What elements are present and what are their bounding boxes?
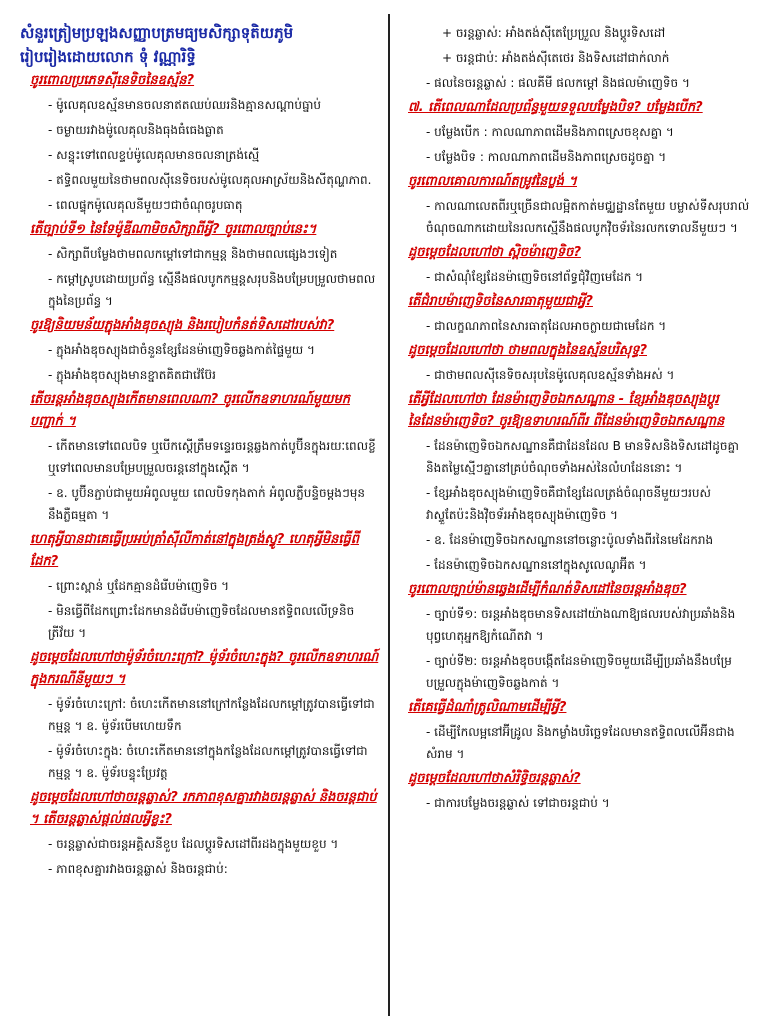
answer-line: - ឥទ្ធិពលមួយនៃថាមពលស៊ីនេទិចរបស់ម៉ូលេគុលអាស្រ័យនិងសីតុណ្ហភាព. — [48, 173, 372, 187]
answer-line: - ជាសំណុំខ្សែដែនម៉ាញេទិចនៅព័ទ្ធជុំវិញមេដែក ។ — [426, 270, 644, 284]
answer-line: - បម្លែងបើក : កាលណាភាពដើមនិងភាពស្រេចខុសគ្នា ។ — [426, 125, 674, 139]
question-heading: ដូចម្ដេចដែលហៅថា ស្ពិចម៉ាញេទិច? — [408, 245, 581, 260]
answer-line: - ភាពខុសគ្នារវាងចរន្តឆ្លាស់ និងចរន្តជាប់: — [48, 862, 228, 876]
answer-line: - បម្លែងបិទ : កាលណាភាពដើមនិងភាពស្រេចដូចគ្នា ។ — [426, 150, 667, 164]
question-heading: ចូរពោលច្បាប់ម៉ានឆ្វេងដើម្បីកំណត់ទិសដៅនៃចរន្តអាំងឌុច? — [408, 582, 687, 597]
answer-line: - សិក្សាពីបម្លែងថាមពលកម្ដៅទៅជាកម្មន្ដ និងថាមពលផ្សេងៗទៀត — [48, 247, 338, 261]
question-heading: តើអ្វីដែលហៅថា ដែនម៉ាញេទិចឯកសណ្ឋាន - ខ្សែអាំងឌុចស្យុងប្ដូរនៃដែនម៉ាញេទិច? ចូរឱ្យឧទាហរណ៍ពីរ ពីដែនម៉ាញេទិចឯកសណ្ឋាន — [408, 392, 725, 429]
answer-line: - ម៉ូទ័រចំហេះក្រៅ: ចំហេះកើតមាននៅក្រៅកន្លែងដែលកម្ដៅត្រូវបានធ្វើទៅជាកម្មន្ដ ។ ឧ. ម៉ូទ័របើមហេយទឹក — [48, 697, 375, 733]
answer-line: - កាលណាលេតពីរឬច្រើនជាលម្អិតកាត់មជ្ឈដ្ឋានតែមួយ បម្លាស់ទីសរុបរាល់ចំណុចណាកដោយនៃរលកស្មើនឹងផលបូកវ៉ិចទ័រនៃរលកទោលនីមួយៗ ។ — [426, 199, 750, 235]
answer-line: - ដែនម៉ាញេទិចឯកសណ្ឋាននៅក្នុងសូលេណូអ៊ីត ។ — [426, 558, 647, 572]
answer-line: - ឧ. ដែនម៉ាញេទិចឯកសណ្ឋាននៅចន្លោះប៉ូលទាំងពីរនៃមេដែករាង — [426, 533, 714, 547]
answer-line: - ចម្ងាយរវាងម៉ូលេគុលនិងធុងធំធេងធ្ងាត — [48, 123, 224, 137]
answer-line: - ម៉ូទ័រចំហេះក្នុង: ចំហេះកើតមាននៅក្នុងកន្លែងដែលកម្ដៅត្រូវបានធ្វើទៅជាកម្មន្ដ ។ ឧ. ម៉ូទ័របន្ទុះប្រែវត្ត — [48, 744, 368, 780]
question-heading: ដូចម្ដេចដែលហៅថាសំរិទ្ធិចរន្តឆ្លាស់? — [408, 771, 581, 786]
question-heading: ដូចម្ដេចដែលហៅថាចរន្តឆ្លាស់? រកភាពខុសគ្នារវាងចរន្តឆ្លាស់ និងចរន្តជាប់ ។ តើចរន្តឆ្លាស់ផ្ដល់ផលអ្វីខ្លះ? — [30, 790, 377, 827]
question-heading: ដូចម្ដេចដែលហៅថាម៉ូទ័រចំហេះក្រៅ? ម៉ូទ័រចំហេះក្នុង? ចូរលើកឧទាហរណ៍ក្នុងករណីនីមួយៗ ។ — [30, 650, 379, 687]
answer-line: - ចរន្តឆ្លាស់ជាចរន្តអគ្គិសនីខួប ដែលប្ដូរទិសដៅពីរដងក្នុងមួយខួប ។ — [48, 837, 339, 851]
column-divider — [388, 14, 390, 1016]
answer-line: - ម៉ូលេគុលឧស្ម័នមានចលនាឥតឈប់ឈរនិងគ្មានសណ្ដាប់ធ្នាប់ — [48, 98, 321, 112]
answer-line: - ជាការបម្លែងចរន្តឆ្លាស់ ទៅជាចរន្តជាប់ ។ — [426, 796, 610, 810]
question-heading: តើច្បាប់ទី១ នៃទែម៉ូឌីណាមិចសិក្សាពីអ្វី? ចូរពោលច្បាប់នេះ។ — [30, 222, 317, 237]
answer-line: - កម្ដៅស្រូបដោយប្រព័ន្ធ ស្មើនឹងផលបូកកម្មន្ដសរុបនិងបម្រែបម្រួលថាមពលក្នុងនៃប្រព័ន្ធ ។ — [48, 272, 376, 308]
left-column — [20, 22, 380, 883]
question-heading: ហេតុអ្វីបានជាគេធ្វើប្រអប់ត្រាំស៊ីលីកាត់នៅក្នុងត្រង់ស្វូ? ហេតុអ្វីមិនធ្វើពីដែក? — [30, 532, 360, 569]
answer-line: - ដើម្បីកែលម្អនៅអ៊ីដ្រូល និងកម្លាំងបរិច្ឆេទដែលមានឥទ្ធិពលលើអ៊ីនជាងសំរាម ។ — [426, 725, 735, 761]
answer-line: - ឧ. បូប៊ីនភ្ជាប់ជាមួយអំពូលមួយ ពេលបិទកុងតាក់ អំពូលភ្លឺបន្ទិចម្ដងៗមុននឹងភ្លឺធម្មតា ។ — [48, 486, 365, 522]
answer-line: - ពេលផ្ទុកម៉ូលេគុលនីមួយៗជាចំណុចរូបធាតុ — [48, 198, 243, 212]
answer-line: - កើតមានទៅពេលបិទ ឬបើកស្ដើត្រឹមទន្ទេរចរន្តឆ្លងកាត់បូប៊ីនក្នុងរយៈពេលខ្លី ឬទៅពេលមានបម្រែបម្រួលចរន្តនៅក្នុងស្ដើត ។ — [48, 439, 376, 475]
answer-line: - ច្បាប់ទី២: ចរន្តអាំងឌុចបង្កើតដែនម៉ាញេទិចមួយដើម្បីប្រឆាំងនឹងបម្រែបម្រួលភ្ជុងម៉ាញេទិចឆ្លងកាត់ ។ — [426, 654, 732, 690]
answer-line: - ដែនម៉ាញេទិចឯកសណ្ឋានគឺជាដែនដែល B មានទិសនិងទិសដៅដូចគ្នា និងតម្លៃស្មើៗគ្នានៅគ្រប់ចំណុចទាំងអស់នៃលំហដែននោះ ។ — [426, 439, 739, 475]
right-column — [398, 22, 750, 817]
answer-line: - ខ្សែអាំងឌុចស្យុងម៉ាញេទិចគឺជាខ្សែដែលត្រង់ចំណុចនីមួយៗរបស់វាស្ទួតែប៉ះនិងវ៉ិចទ័រអាំងឌុចស្យុងម៉ាញេទិច ។ — [426, 486, 711, 522]
question-heading: ដូចម្ដេចដែលហៅថា ថាមពលក្នុងនៃឧស្ម័នបរិសុទ្ធ? — [408, 343, 647, 358]
answer-line: - ភ្ជុងអាំងឌុចស្យុងមានខ្នាតគិតជាវ៉េប៊ែរ — [48, 368, 216, 382]
answer-line: - សន្ទុះទៅពេលខ្ទប់ម៉ូលេគុលមានចលនាត្រង់ស្មើ — [48, 148, 260, 162]
question-heading: តើជំរាបម៉ាញេទិចនៃសារធាតុមួយជាអ្វី? — [408, 294, 593, 309]
answer-line: - ជាលក្ខណភាពនៃសារធាតុដែលអាចក្លាយជាមេដែក ។ — [426, 319, 667, 333]
question-heading: ចូរឱ្យនិយមន័យភ្ជុងអាំងឌុចស្យុង និងរបៀបកំនត់ទិសដៅរបស់វា? — [30, 318, 335, 333]
question-heading: តើចរន្តអាំងឌុចស្យុងកើតមានពេលណា? ចូរលើកឧទាហរណ៍មួយមកបញ្ជាក់ ។ — [30, 392, 350, 429]
question-heading: ចូរពោលគោលការណ៍តម្រូវនៃប្លង់ ។ — [408, 174, 577, 189]
document-author: រៀបរៀងដោយលោក ទុំ វណ្ណារិទ្ធិ — [20, 48, 196, 66]
document-title: សំនួរត្រៀមប្រឡងសញ្ញាបត្រមធ្យមសិក្សាទុតិយភូមិ — [20, 24, 294, 42]
sub-answer-line: + ចរន្តឆ្លាស់: អាំងតង់ស៊ីតេប្រែប្រួល និងប្ដូរទិសដៅ — [442, 26, 666, 40]
answer-line: - ច្បាប់ទី១: ចរន្តអាំងឌុចមានទិសដៅយ៉ាងណាឱ្យផលរបស់វាប្រឆាំងនិងបុព្វហេតុអ្នកឱ្យកំណើតវា ។ — [426, 607, 736, 643]
answer-line: - ផលនៃចរន្តឆ្លាស់ : ផលគីមី ផលកម្ដៅ និងផលម៉ាញេទិច ។ — [426, 76, 690, 90]
answer-line: - ព្រោះស្ពាន់ ឬដែកគ្មានដំរើបម៉ាញេទិច ។ — [48, 579, 230, 593]
answer-line: - មិនធ្វើពីដែកព្រោះដែកមានដំរើបម៉ាញេទិចដែលមានឥទ្ធិពលលើទ្រនិចត្រីវ័យ ។ — [48, 604, 355, 640]
question-heading: តើគេធ្វើដំណាំត្រូលិណាមដើម្បីអ្វី? — [408, 700, 567, 715]
sub-answer-line: + ចរន្តជាប់: អាំងតង់ស៊ីតេថេរ និងទិសដៅជាក់លាក់ — [442, 51, 670, 65]
answer-line: - ភ្ជុងអាំងឌុចស្យុងជាចំនួនខ្សែដែនម៉ាញេទិចឆ្លងកាត់ផ្ទៃមួយ ។ — [48, 343, 315, 357]
question-heading: ៧. តើពេលណាដែលប្រព័ន្ធមួយទទួលបម្លែងបិទ? បម្លែងបើក? — [408, 100, 703, 115]
question-heading: ចូរពោលប្រភេទស៊ីនេទិចនៃឧស្ម័ន? — [30, 73, 195, 88]
answer-line: - ជាថាមពលស៊ីនេទិចសរុបនៃម៉ូលេគុលឧស្ម័នទាំងអស់ ។ — [426, 368, 675, 382]
